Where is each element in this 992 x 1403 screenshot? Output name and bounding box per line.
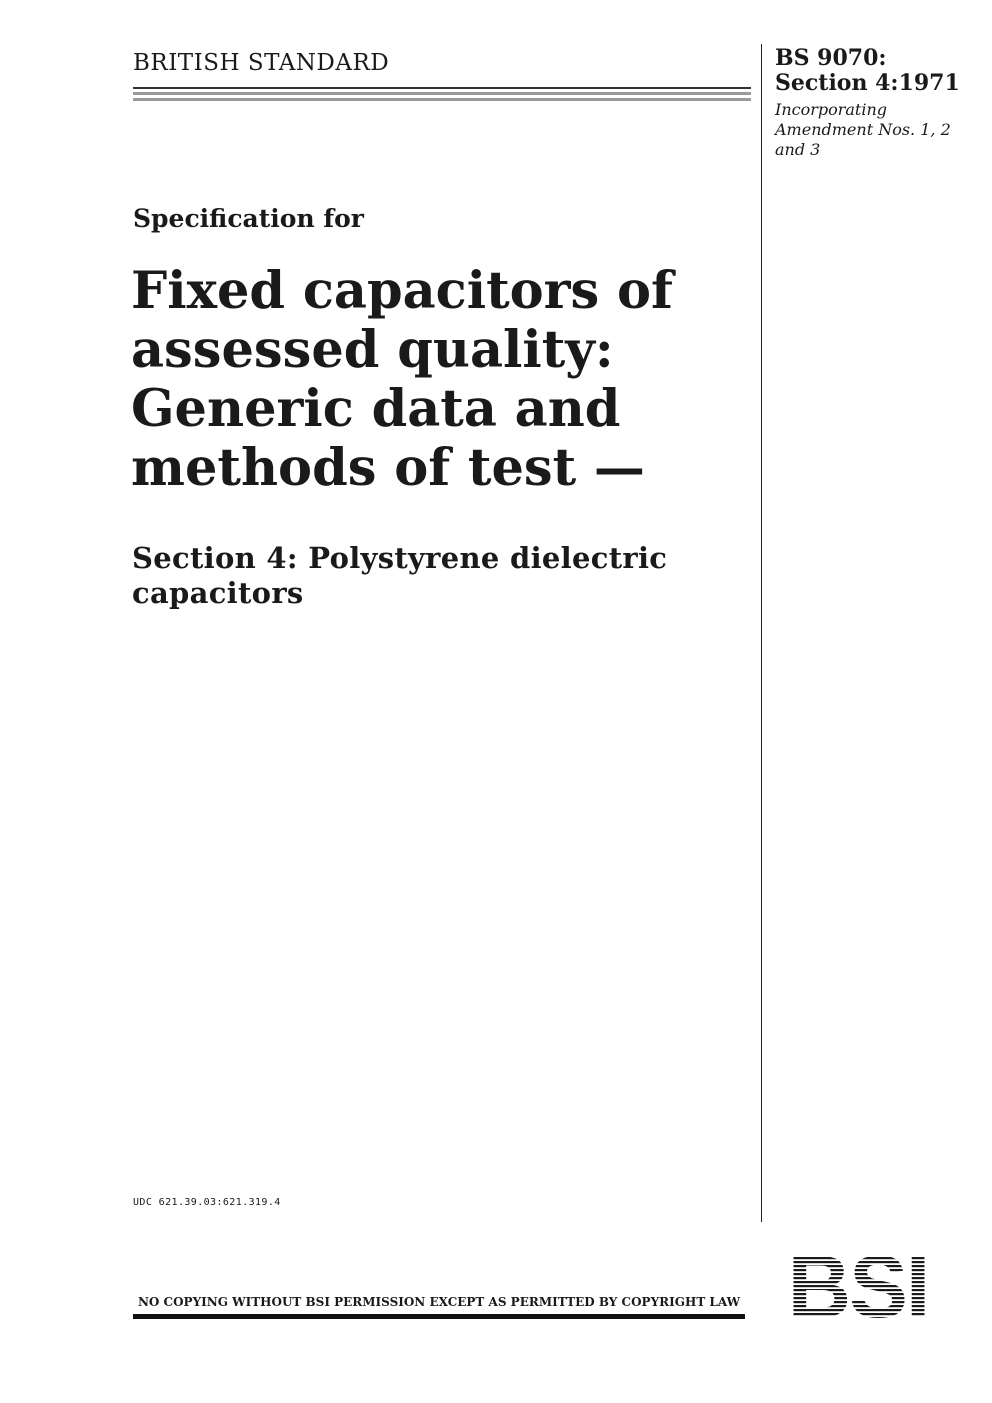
udc-code: UDC 621.39.03:621.319.4 bbox=[133, 1197, 281, 1208]
copyright-notice: NO COPYING WITHOUT BSI PERMISSION EXCEPT AS PERMITTED BY COPYRIGHT LAW bbox=[137, 1295, 741, 1309]
bsi-logo bbox=[771, 1245, 945, 1323]
standard-number bbox=[775, 46, 960, 96]
header-rule bbox=[133, 87, 751, 89]
document-title: Fixed capacitors of assessed quality: Generic data and methods of test — bbox=[131, 261, 673, 498]
svg-text:BSI: BSI bbox=[787, 1245, 929, 1323]
section-title: Section 4: Polystyrene dielectric capacitors bbox=[132, 541, 668, 610]
spec-for-label: Specification for bbox=[133, 204, 364, 233]
standard-number-line: BS 9070: bbox=[775, 45, 887, 71]
brand-label: BRITISH STANDARD bbox=[133, 50, 390, 76]
header-rule-grey bbox=[133, 92, 751, 95]
footer-rule bbox=[133, 1314, 745, 1319]
header-rule-grey bbox=[133, 98, 751, 101]
amendment-note: Incorporating Amendment Nos. 1, 2 and 3 bbox=[775, 100, 951, 159]
vertical-divider bbox=[761, 44, 762, 1222]
standard-section-line: Section 4:1971 bbox=[775, 70, 960, 96]
